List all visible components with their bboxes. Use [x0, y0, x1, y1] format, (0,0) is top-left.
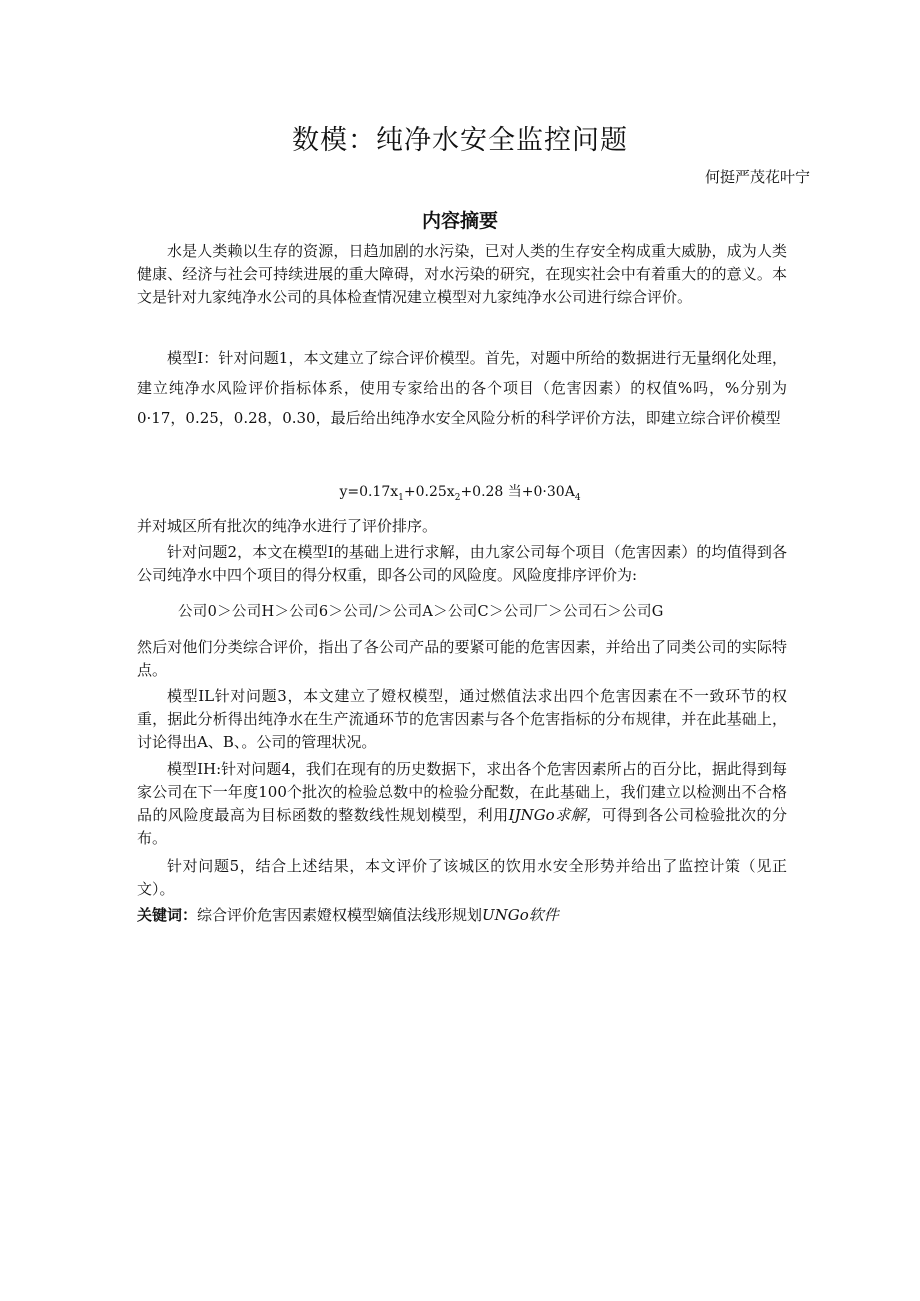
- abstract-paragraph-6: 模型IL针对问题3，本文建立了嬁权模型，通过燃值法求出四个危害因素在不一致环节的权重，据此分析得出纯净水在生产流通环节的危害因素与各个危害指标的分布规律，并在此基础上，讨论得出A、B、。公司的管理状况。: [137, 687, 787, 751]
- abstract-paragraph-2: 模型I：针对问题1，本文建立了综合评价模型。首先，对题中所给的数据进行无量纲化处理，建立纯净水风险评价指标体系，使用专家给出的各个项目（危害因素）的权值%吗，%分别为0·17，0.25，0.28，0.30，最后给出纯净水安全风险分析的科学评价方法，即建立综合评价模型: [137, 349, 787, 427]
- formula-term-2: +0.25x: [403, 484, 455, 500]
- abstract-paragraph-7: [137, 758, 787, 850]
- paragraph-7-text-b: 可得到各公司检验批次的分布。: [137, 806, 787, 847]
- formula-subscript-2: 2: [454, 492, 461, 503]
- abstract-paragraph-1: 水是人类赖以生存的资源，日趋加剧的水污染，已对人类的生存安全构成重大威胁，成为人类健康、经济与社会可持续进展的重大障碍，对水污染的研究，在现实社会中有着重大的的意义。本文是针对九家纯净水公司的具体检查情况建立模型对九家纯净水公司进行综合评价。: [137, 242, 787, 306]
- abstract-paragraph-5: 然后对他们分类综合评价，指出了各公司产品的要紧可能的危害因素，并给出了同类公司的实际特点。: [137, 638, 787, 679]
- abstract-paragraph-8: 针对问题5，结合上述结果，本文评价了该城区的饮用水安全形势并给出了监控计策（见正文）。: [137, 857, 787, 898]
- risk-ranking: 公司0＞公司H＞公司6＞公司/＞公司A＞公司C＞公司厂＞公司石＞公司G: [178, 604, 664, 620]
- page-title: 数模：纯净水安全监控问题: [292, 125, 628, 156]
- formula-subscript-1: 1: [398, 492, 404, 503]
- evaluation-formula: [0, 481, 920, 503]
- keywords-text: 综合评价危害因素嬁权模型嫡值法线形规划: [197, 906, 483, 924]
- lingo-solve-text: IJNGo求解，: [508, 806, 602, 824]
- formula-subscript-4: 4: [574, 492, 581, 503]
- formula-term-1: y=0.17x: [339, 484, 399, 500]
- abstract-heading: 内容摘要: [421, 210, 498, 232]
- formula-term-3: +0.28 当+0·30A: [460, 484, 575, 500]
- keywords-label: 关键词：: [137, 906, 198, 924]
- abstract-paragraph-3: 并对城区所有批次的纯净水进行了评价排序。: [137, 517, 438, 535]
- author-line: 何挺严茂花叶宁: [704, 168, 810, 186]
- keywords-software: UNGo软件: [482, 906, 559, 924]
- keywords-line: [137, 904, 559, 925]
- paragraph-7-text-a: 模型IH:针对问题4，我们在现有的历史数据下，求出各个危害因素所占的百分比，据此得到每家公司在下一年度100个批次的检验总数中的检验分配数，在此基础上，我们建立以检测出不合格品的风险度最高为目标函数的整数线性规划模型，利用: [137, 760, 787, 824]
- abstract-paragraph-4: 针对问题2，本文在模型I的基础上进行求解，由九家公司每个项目（危害因素）的均值得到各公司纯净水中四个项目的得分权重，即各公司的风险度。风险度排序评价为:: [137, 543, 787, 584]
